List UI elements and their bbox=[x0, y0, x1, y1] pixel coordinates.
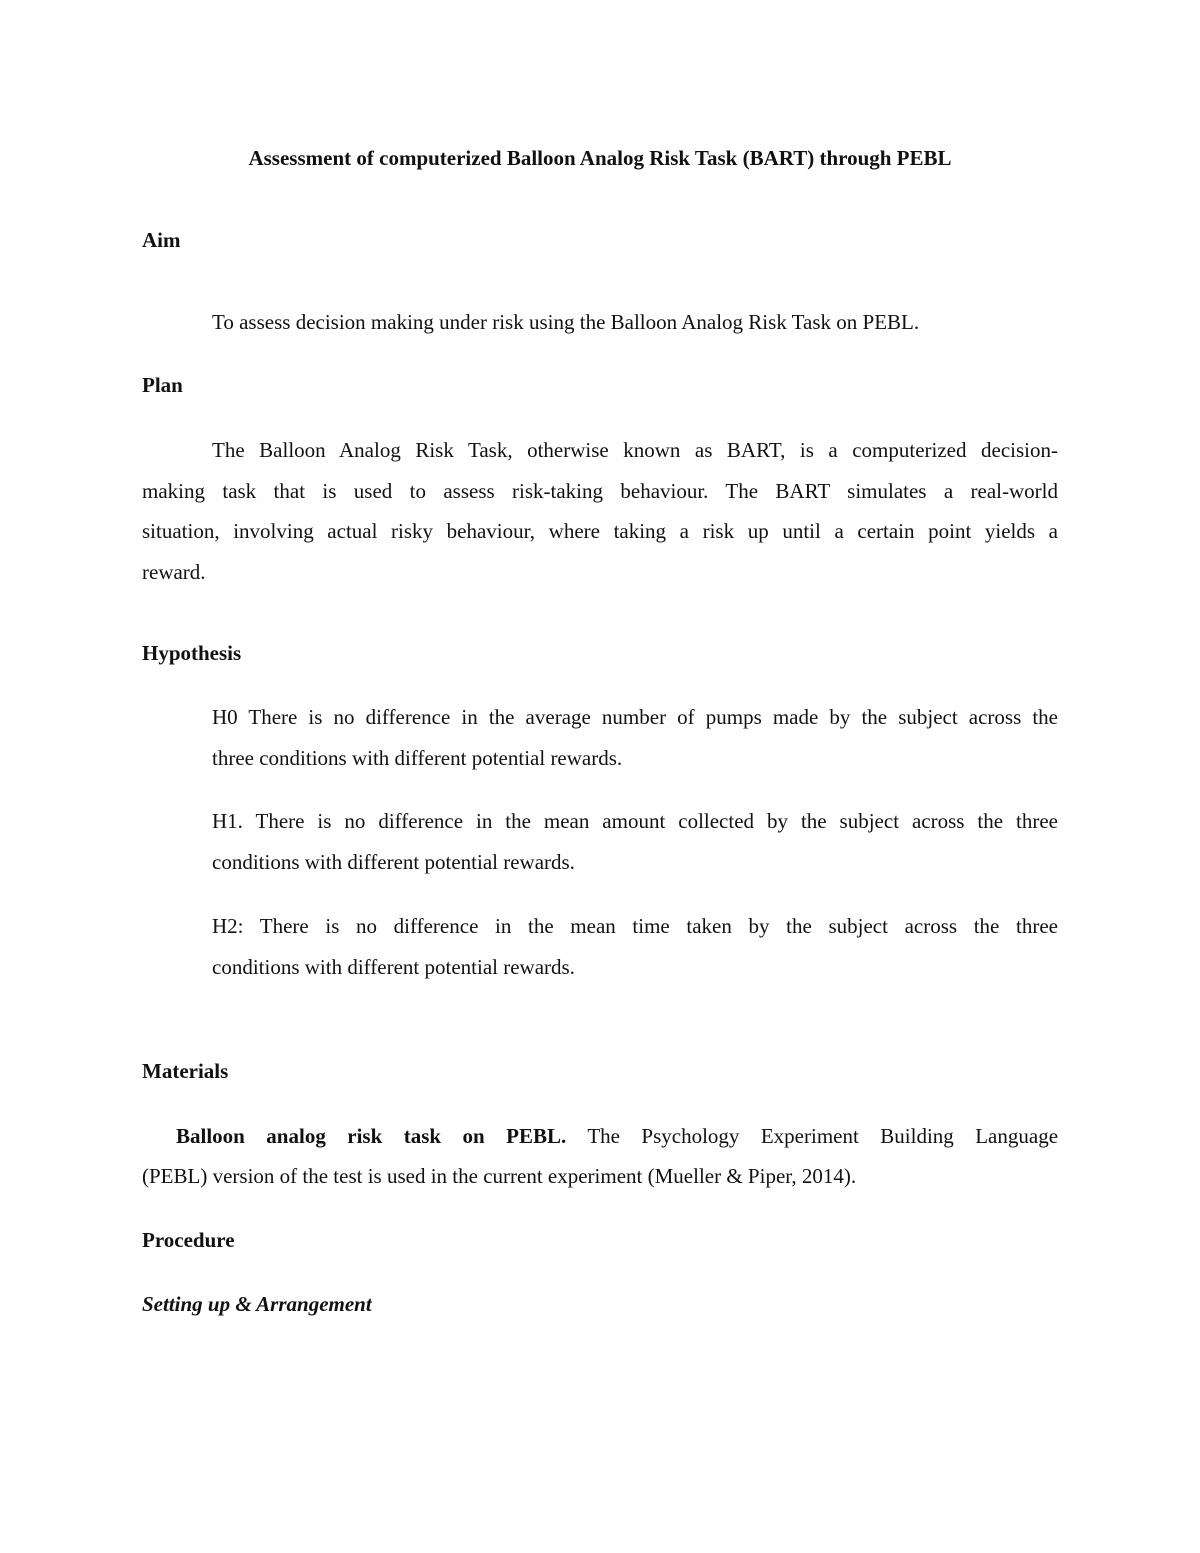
document-title: Assessment of computerized Balloon Analog Risk Task (BART) through PEBL bbox=[248, 146, 952, 170]
plan-line: situation, involving actual risky behaviour, where taking a risk up until a certain point yields a bbox=[142, 519, 1058, 543]
materials-heading: Materials bbox=[142, 1059, 229, 1083]
materials-line-2: (PEBL) version of the test is used in the current experiment (Mueller & Piper, 2014). bbox=[142, 1164, 857, 1188]
procedure-subheading: Setting up & Arrangement bbox=[142, 1292, 372, 1316]
hypothesis-heading: Hypothesis bbox=[142, 641, 242, 665]
materials-bold-lead: Balloon analog risk task on PEBL. bbox=[176, 1124, 567, 1148]
hypothesis-h0-cont: three conditions with different potential rewards. bbox=[212, 746, 623, 770]
hypothesis-h1-cont: conditions with different potential rewards. bbox=[212, 850, 575, 874]
materials-line bbox=[176, 1122, 1058, 1150]
plan-heading: Plan bbox=[142, 373, 183, 397]
hypothesis-h2-cont: conditions with different potential rewards. bbox=[212, 955, 575, 979]
aim-heading: Aim bbox=[142, 228, 181, 252]
plan-line: making task that is used to assess risk-taking behaviour. The BART simulates a real-world bbox=[142, 479, 1058, 503]
aim-text: To assess decision making under risk using the Balloon Analog Risk Task on PEBL. bbox=[212, 310, 920, 334]
materials-text: The Psychology Experiment Building Language bbox=[587, 1124, 1059, 1148]
plan-line: reward. bbox=[142, 560, 206, 584]
plan-line: The Balloon Analog Risk Task, otherwise known as BART, is a computerized decision- bbox=[212, 438, 1058, 462]
hypothesis-h1: H1. There is no difference in the mean amount collected by the subject across the three bbox=[212, 809, 1058, 833]
hypothesis-h0: H0 There is no difference in the average number of pumps made by the subject across the bbox=[212, 705, 1058, 729]
procedure-heading: Procedure bbox=[142, 1228, 235, 1252]
hypothesis-h2: H2: There is no difference in the mean time taken by the subject across the three bbox=[212, 914, 1058, 938]
